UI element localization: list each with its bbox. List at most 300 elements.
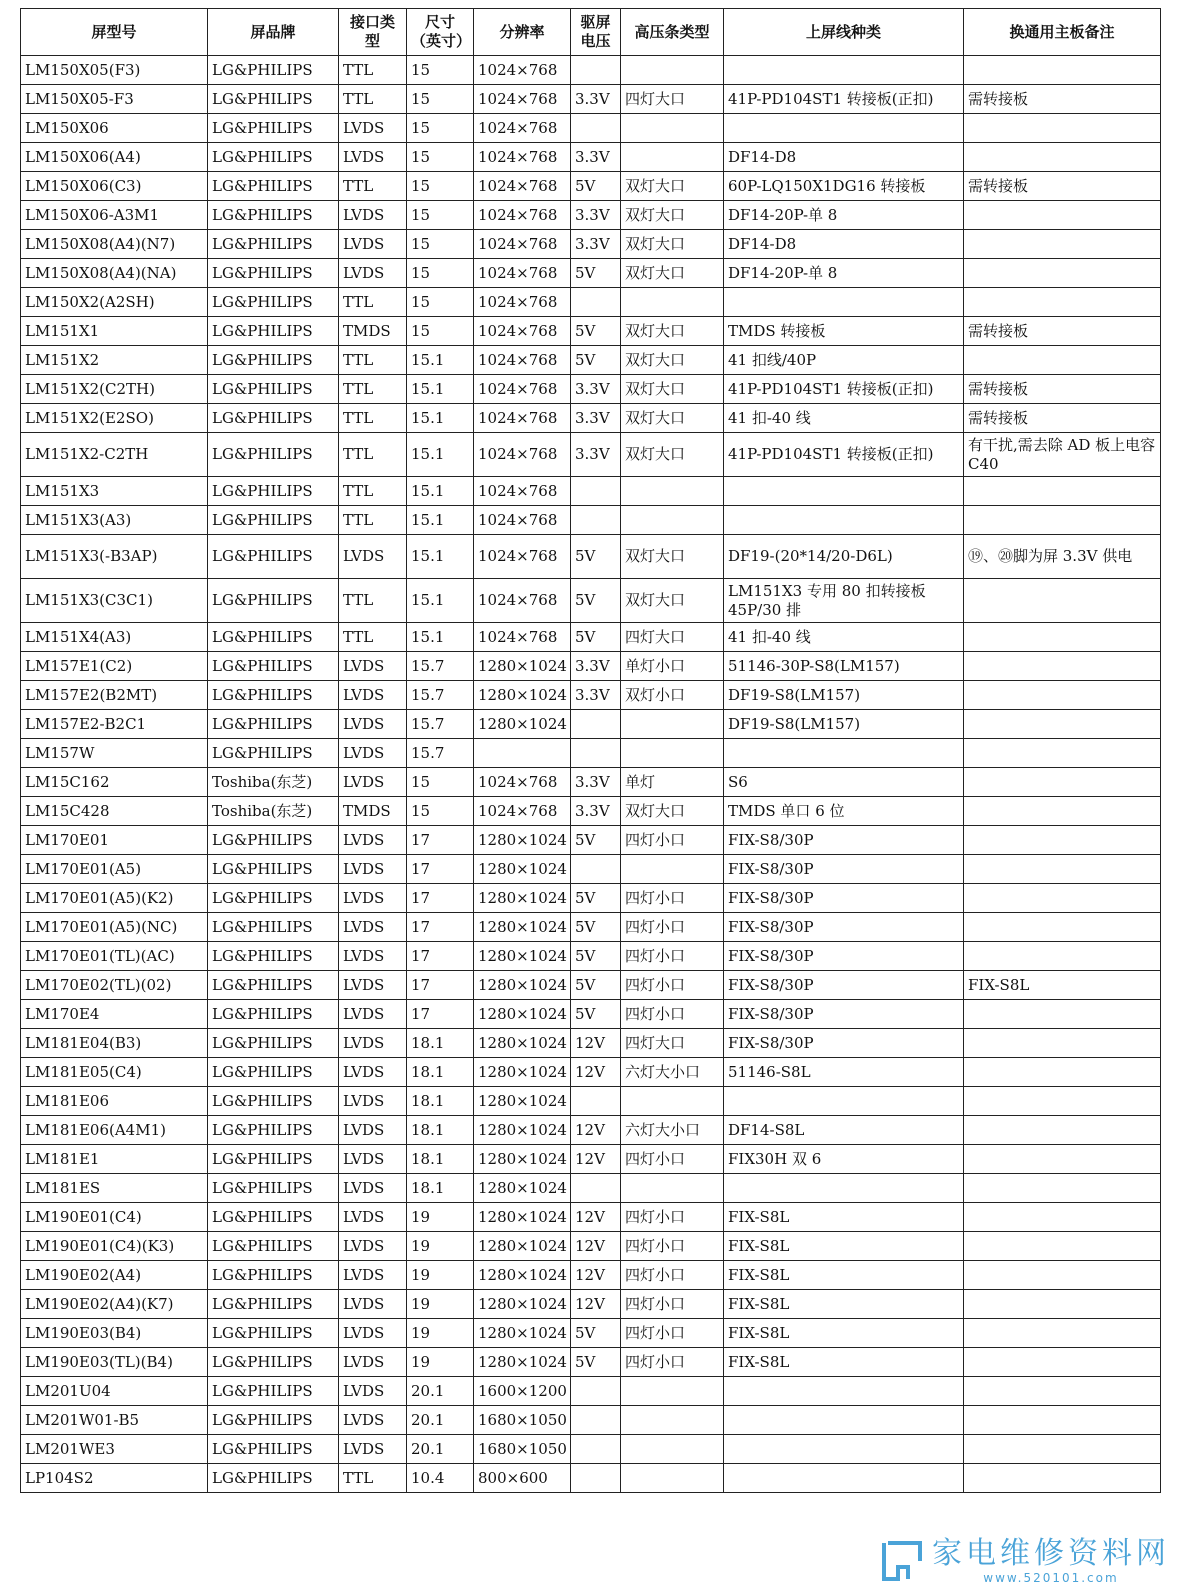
cell-model: LM201W01-B5 (21, 1406, 208, 1435)
cell-remarks (964, 1087, 1161, 1116)
table-row (21, 317, 1161, 346)
cell-brand: LG&PHILIPS (208, 346, 339, 375)
cell-remarks (964, 797, 1161, 826)
cell-model: LM150X05-F3 (21, 85, 208, 114)
cell-voltage: 5V (571, 317, 621, 346)
cell-interface: LVDS (339, 535, 407, 579)
cell-model: LM150X08(A4)(NA) (21, 259, 208, 288)
lcd-panel-table-container (20, 8, 1160, 1493)
cell-remarks (964, 1377, 1161, 1406)
cell-brand: LG&PHILIPS (208, 739, 339, 768)
cell-size: 15 (407, 114, 474, 143)
cell-cable: 41 扣-40 线 (724, 623, 964, 652)
table-row (21, 942, 1161, 971)
cell-brand: LG&PHILIPS (208, 1087, 339, 1116)
cell-remarks (964, 1232, 1161, 1261)
cell-remarks (964, 56, 1161, 85)
cell-voltage: 5V (571, 1348, 621, 1377)
cell-size: 19 (407, 1290, 474, 1319)
cell-inverter: 四灯小口 (621, 1348, 724, 1377)
cell-interface: LVDS (339, 1261, 407, 1290)
cell-size: 15.7 (407, 681, 474, 710)
cell-interface: LVDS (339, 1348, 407, 1377)
cell-brand: LG&PHILIPS (208, 56, 339, 85)
cell-interface: LVDS (339, 259, 407, 288)
cell-brand: LG&PHILIPS (208, 143, 339, 172)
cell-resolution: 1024×768 (474, 535, 571, 579)
cell-resolution: 1024×768 (474, 477, 571, 506)
cell-remarks (964, 942, 1161, 971)
table-row (21, 1116, 1161, 1145)
cell-remarks (964, 826, 1161, 855)
cell-size: 17 (407, 1000, 474, 1029)
cell-voltage: 5V (571, 346, 621, 375)
cell-interface: LVDS (339, 710, 407, 739)
cell-cable: LM151X3 专用 80 扣转接板 45P/30 排 (724, 579, 964, 623)
cell-remarks: 需转接板 (964, 317, 1161, 346)
cell-cable (724, 477, 964, 506)
cell-voltage (571, 114, 621, 143)
cell-resolution: 1024×768 (474, 230, 571, 259)
cell-resolution: 1280×1024 (474, 913, 571, 942)
cell-resolution: 1280×1024 (474, 710, 571, 739)
cell-remarks (964, 623, 1161, 652)
cell-remarks (964, 288, 1161, 317)
cell-interface: LVDS (339, 1203, 407, 1232)
cell-brand: LG&PHILIPS (208, 1377, 339, 1406)
cell-cable: DF14-D8 (724, 230, 964, 259)
cell-voltage: 12V (571, 1029, 621, 1058)
cell-cable (724, 1377, 964, 1406)
cell-inverter: 四灯大口 (621, 85, 724, 114)
cell-voltage: 3.3V (571, 681, 621, 710)
cell-voltage: 5V (571, 884, 621, 913)
cell-remarks (964, 579, 1161, 623)
cell-cable: 51146-30P-S8(LM157) (724, 652, 964, 681)
cell-voltage (571, 710, 621, 739)
table-header-row (21, 9, 1161, 56)
cell-size: 15 (407, 85, 474, 114)
cell-brand: LG&PHILIPS (208, 1348, 339, 1377)
cell-voltage: 5V (571, 579, 621, 623)
cell-remarks (964, 913, 1161, 942)
table-row (21, 404, 1161, 433)
cell-resolution: 1680×1050 (474, 1435, 571, 1464)
cell-cable: FIX-S8L (724, 1348, 964, 1377)
cell-inverter (621, 855, 724, 884)
cell-brand: LG&PHILIPS (208, 623, 339, 652)
cell-remarks: 有干扰,需去除 AD 板上电容 C40 (964, 433, 1161, 477)
cell-resolution: 800×600 (474, 1464, 571, 1493)
cell-cable: 60P-LQ150X1DG16 转接板 (724, 172, 964, 201)
table-row (21, 1348, 1161, 1377)
cell-model: LM170E02(TL)(02) (21, 971, 208, 1000)
cell-brand: LG&PHILIPS (208, 826, 339, 855)
cell-interface: TTL (339, 375, 407, 404)
cell-size: 15 (407, 172, 474, 201)
cell-inverter: 双灯大口 (621, 317, 724, 346)
cell-size: 20.1 (407, 1406, 474, 1435)
cell-resolution: 1024×768 (474, 317, 571, 346)
table-row (21, 1406, 1161, 1435)
cell-model: LM151X3(-B3AP) (21, 535, 208, 579)
cell-model: LM150X06(A4) (21, 143, 208, 172)
cell-interface: LVDS (339, 768, 407, 797)
cell-inverter (621, 1406, 724, 1435)
cell-voltage: 12V (571, 1290, 621, 1319)
cell-model: LM150X05(F3) (21, 56, 208, 85)
cell-voltage: 5V (571, 172, 621, 201)
cell-remarks (964, 346, 1161, 375)
cell-model: LM150X06 (21, 114, 208, 143)
cell-remarks: 需转接板 (964, 375, 1161, 404)
table-row (21, 1058, 1161, 1087)
cell-model: LM201WE3 (21, 1435, 208, 1464)
cell-size: 18.1 (407, 1174, 474, 1203)
cell-interface: LVDS (339, 1174, 407, 1203)
table-row (21, 1145, 1161, 1174)
cell-brand: LG&PHILIPS (208, 535, 339, 579)
cell-size: 15.1 (407, 477, 474, 506)
watermark-text (932, 1537, 1170, 1585)
cell-interface: TTL (339, 404, 407, 433)
cell-resolution: 1024×768 (474, 56, 571, 85)
cell-inverter: 四灯小口 (621, 1203, 724, 1232)
table-row (21, 826, 1161, 855)
header-cable: 上屏线种类 (724, 9, 964, 56)
cell-resolution: 1280×1024 (474, 1087, 571, 1116)
cell-resolution: 1024×768 (474, 288, 571, 317)
cell-voltage: 12V (571, 1145, 621, 1174)
cell-brand: LG&PHILIPS (208, 288, 339, 317)
cell-remarks (964, 710, 1161, 739)
cell-voltage: 3.3V (571, 85, 621, 114)
cell-brand: LG&PHILIPS (208, 1464, 339, 1493)
cell-inverter: 双灯大口 (621, 579, 724, 623)
cell-resolution: 1024×768 (474, 114, 571, 143)
cell-size: 15 (407, 797, 474, 826)
cell-resolution: 1280×1024 (474, 1348, 571, 1377)
cell-interface: TTL (339, 506, 407, 535)
cell-inverter: 单灯 (621, 768, 724, 797)
cell-remarks (964, 884, 1161, 913)
cell-model: LM157E1(C2) (21, 652, 208, 681)
cell-resolution: 1280×1024 (474, 1145, 571, 1174)
cell-brand: LG&PHILIPS (208, 1435, 339, 1464)
cell-inverter (621, 739, 724, 768)
table-row (21, 739, 1161, 768)
cell-cable: 41 扣-40 线 (724, 404, 964, 433)
table-row (21, 114, 1161, 143)
cell-remarks (964, 201, 1161, 230)
cell-size: 15 (407, 201, 474, 230)
cell-remarks (964, 1116, 1161, 1145)
cell-brand: LG&PHILIPS (208, 1116, 339, 1145)
header-voltage: 驱屏电压 (571, 9, 621, 56)
cell-inverter: 四灯小口 (621, 913, 724, 942)
cell-remarks (964, 739, 1161, 768)
cell-cable: 41P-PD104ST1 转接板(正扣) (724, 433, 964, 477)
lcd-panel-table (20, 8, 1161, 1493)
cell-interface: LVDS (339, 884, 407, 913)
cell-cable: 41P-PD104ST1 转接板(正扣) (724, 375, 964, 404)
table-row (21, 535, 1161, 579)
cell-cable (724, 114, 964, 143)
cell-resolution: 1024×768 (474, 346, 571, 375)
cell-inverter: 四灯小口 (621, 1319, 724, 1348)
cell-cable (724, 1087, 964, 1116)
cell-interface: LVDS (339, 114, 407, 143)
cell-inverter (621, 114, 724, 143)
cell-remarks (964, 1261, 1161, 1290)
cell-cable: DF14-S8L (724, 1116, 964, 1145)
cell-voltage (571, 56, 621, 85)
cell-interface: LVDS (339, 1290, 407, 1319)
table-row (21, 1319, 1161, 1348)
cell-model: LM150X06-A3M1 (21, 201, 208, 230)
cell-brand: LG&PHILIPS (208, 1000, 339, 1029)
cell-interface: LVDS (339, 942, 407, 971)
cell-cable (724, 56, 964, 85)
cell-brand: LG&PHILIPS (208, 259, 339, 288)
header-inverter: 高压条类型 (621, 9, 724, 56)
cell-model: LM181E05(C4) (21, 1058, 208, 1087)
table-row (21, 346, 1161, 375)
cell-interface: LVDS (339, 1377, 407, 1406)
cell-remarks: 需转接板 (964, 404, 1161, 433)
cell-voltage: 3.3V (571, 652, 621, 681)
cell-interface: LVDS (339, 1029, 407, 1058)
cell-voltage (571, 1435, 621, 1464)
cell-cable: FIX-S8/30P (724, 884, 964, 913)
table-row (21, 1174, 1161, 1203)
cell-brand: LG&PHILIPS (208, 652, 339, 681)
cell-voltage (571, 739, 621, 768)
cell-cable: FIX-S8/30P (724, 826, 964, 855)
cell-resolution: 1024×768 (474, 797, 571, 826)
cell-interface: TTL (339, 477, 407, 506)
cell-size: 19 (407, 1348, 474, 1377)
cell-inverter: 双灯大口 (621, 404, 724, 433)
cell-inverter: 四灯小口 (621, 1145, 724, 1174)
cell-size: 15.7 (407, 710, 474, 739)
cell-brand: LG&PHILIPS (208, 1290, 339, 1319)
cell-brand: LG&PHILIPS (208, 477, 339, 506)
cell-brand: LG&PHILIPS (208, 317, 339, 346)
cell-inverter (621, 1377, 724, 1406)
table-row (21, 172, 1161, 201)
cell-brand: LG&PHILIPS (208, 1058, 339, 1087)
cell-resolution: 1280×1024 (474, 1116, 571, 1145)
cell-cable: DF14-20P-单 8 (724, 201, 964, 230)
cell-interface: LVDS (339, 1058, 407, 1087)
cell-size: 17 (407, 826, 474, 855)
cell-resolution: 1024×768 (474, 375, 571, 404)
cell-interface: TTL (339, 85, 407, 114)
cell-brand: LG&PHILIPS (208, 1029, 339, 1058)
cell-brand: LG&PHILIPS (208, 114, 339, 143)
cell-resolution: 1280×1024 (474, 1029, 571, 1058)
table-row (21, 1464, 1161, 1493)
cell-voltage (571, 855, 621, 884)
cell-model: LM181E06 (21, 1087, 208, 1116)
cell-size: 15 (407, 288, 474, 317)
cell-remarks (964, 1174, 1161, 1203)
table-row (21, 1261, 1161, 1290)
cell-inverter: 双灯大口 (621, 375, 724, 404)
cell-remarks (964, 477, 1161, 506)
table-row (21, 375, 1161, 404)
cell-remarks (964, 768, 1161, 797)
table-row (21, 652, 1161, 681)
cell-model: LM151X2-C2TH (21, 433, 208, 477)
cell-model: LM151X2 (21, 346, 208, 375)
cell-brand: LG&PHILIPS (208, 1232, 339, 1261)
cell-interface: TTL (339, 172, 407, 201)
cell-remarks (964, 1348, 1161, 1377)
cell-size: 15.1 (407, 506, 474, 535)
table-row (21, 506, 1161, 535)
cell-cable (724, 739, 964, 768)
cell-brand: LG&PHILIPS (208, 404, 339, 433)
cell-inverter: 双灯大口 (621, 259, 724, 288)
cell-interface: LVDS (339, 1232, 407, 1261)
cell-resolution: 1280×1024 (474, 1232, 571, 1261)
cell-voltage: 5V (571, 1000, 621, 1029)
cell-cable: DF19-S8(LM157) (724, 710, 964, 739)
cell-resolution (474, 739, 571, 768)
cell-model: LM15C428 (21, 797, 208, 826)
cell-model: LM181E04(B3) (21, 1029, 208, 1058)
table-row (21, 913, 1161, 942)
cell-voltage (571, 506, 621, 535)
cell-resolution: 1024×768 (474, 259, 571, 288)
cell-model: LM181ES (21, 1174, 208, 1203)
cell-voltage (571, 1087, 621, 1116)
cell-interface: LVDS (339, 971, 407, 1000)
cell-model: LM151X2(C2TH) (21, 375, 208, 404)
table-row (21, 1029, 1161, 1058)
cell-model: LM190E03(B4) (21, 1319, 208, 1348)
cell-remarks (964, 855, 1161, 884)
table-row (21, 1000, 1161, 1029)
cell-remarks (964, 230, 1161, 259)
cell-cable: 41P-PD104ST1 转接板(正扣) (724, 85, 964, 114)
cell-cable: 51146-S8L (724, 1058, 964, 1087)
cell-cable: FIX-S8/30P (724, 855, 964, 884)
cell-remarks (964, 143, 1161, 172)
cell-cable: FIX-S8/30P (724, 1000, 964, 1029)
cell-model: LM150X06(C3) (21, 172, 208, 201)
cell-brand: LG&PHILIPS (208, 1261, 339, 1290)
table-body (21, 56, 1161, 1493)
cell-cable: FIX-S8L (724, 1290, 964, 1319)
cell-size: 17 (407, 855, 474, 884)
cell-voltage: 5V (571, 259, 621, 288)
cell-model: LM157E2(B2MT) (21, 681, 208, 710)
cell-voltage: 3.3V (571, 143, 621, 172)
cell-model: LM170E01(TL)(AC) (21, 942, 208, 971)
cell-cable (724, 1464, 964, 1493)
cell-resolution: 1024×768 (474, 579, 571, 623)
cell-model: LM157W (21, 739, 208, 768)
cell-resolution: 1024×768 (474, 623, 571, 652)
table-row (21, 579, 1161, 623)
cell-cable (724, 1435, 964, 1464)
cell-resolution: 1280×1024 (474, 1058, 571, 1087)
cell-size: 15 (407, 230, 474, 259)
cell-voltage: 5V (571, 913, 621, 942)
cell-resolution: 1280×1024 (474, 1290, 571, 1319)
cell-size: 15.1 (407, 375, 474, 404)
table-row (21, 259, 1161, 288)
cell-voltage: 3.3V (571, 375, 621, 404)
cell-remarks: 需转接板 (964, 172, 1161, 201)
cell-voltage: 12V (571, 1058, 621, 1087)
cell-brand: LG&PHILIPS (208, 971, 339, 1000)
cell-remarks: FIX-S8L (964, 971, 1161, 1000)
cell-resolution: 1024×768 (474, 404, 571, 433)
cell-interface: LVDS (339, 143, 407, 172)
table-row (21, 288, 1161, 317)
cell-voltage: 3.3V (571, 201, 621, 230)
cell-remarks (964, 1464, 1161, 1493)
cell-brand: LG&PHILIPS (208, 710, 339, 739)
cell-interface: LVDS (339, 739, 407, 768)
cell-inverter: 六灯大小口 (621, 1116, 724, 1145)
cell-size: 15 (407, 143, 474, 172)
cell-size: 15.1 (407, 346, 474, 375)
cell-voltage: 3.3V (571, 433, 621, 477)
cell-size: 10.4 (407, 1464, 474, 1493)
table-row (21, 971, 1161, 1000)
cell-voltage: 3.3V (571, 768, 621, 797)
cell-model: LM181E06(A4M1) (21, 1116, 208, 1145)
cell-model: LM157E2-B2C1 (21, 710, 208, 739)
cell-model: LM170E01(A5)(NC) (21, 913, 208, 942)
cell-voltage: 12V (571, 1116, 621, 1145)
cell-inverter: 单灯小口 (621, 652, 724, 681)
cell-size: 18.1 (407, 1058, 474, 1087)
cell-brand: LG&PHILIPS (208, 855, 339, 884)
cell-interface: TTL (339, 288, 407, 317)
table-row (21, 768, 1161, 797)
cell-brand: LG&PHILIPS (208, 1203, 339, 1232)
cell-size: 15.7 (407, 652, 474, 681)
table-row (21, 143, 1161, 172)
cell-size: 15.1 (407, 623, 474, 652)
cell-interface: TTL (339, 56, 407, 85)
cell-voltage (571, 1406, 621, 1435)
cell-inverter: 双灯大口 (621, 433, 724, 477)
cell-model: LM150X2(A2SH) (21, 288, 208, 317)
cell-interface: LVDS (339, 1435, 407, 1464)
cell-interface: LVDS (339, 1145, 407, 1174)
table-row (21, 710, 1161, 739)
table-row (21, 1377, 1161, 1406)
cell-inverter: 四灯小口 (621, 826, 724, 855)
cell-model: LM151X4(A3) (21, 623, 208, 652)
cell-size: 17 (407, 942, 474, 971)
cell-size: 15.1 (407, 579, 474, 623)
cell-model: LM190E03(TL)(B4) (21, 1348, 208, 1377)
cell-size: 19 (407, 1232, 474, 1261)
cell-resolution: 1024×768 (474, 85, 571, 114)
cell-brand: LG&PHILIPS (208, 681, 339, 710)
cell-size: 20.1 (407, 1377, 474, 1406)
cell-remarks (964, 681, 1161, 710)
cell-size: 17 (407, 884, 474, 913)
